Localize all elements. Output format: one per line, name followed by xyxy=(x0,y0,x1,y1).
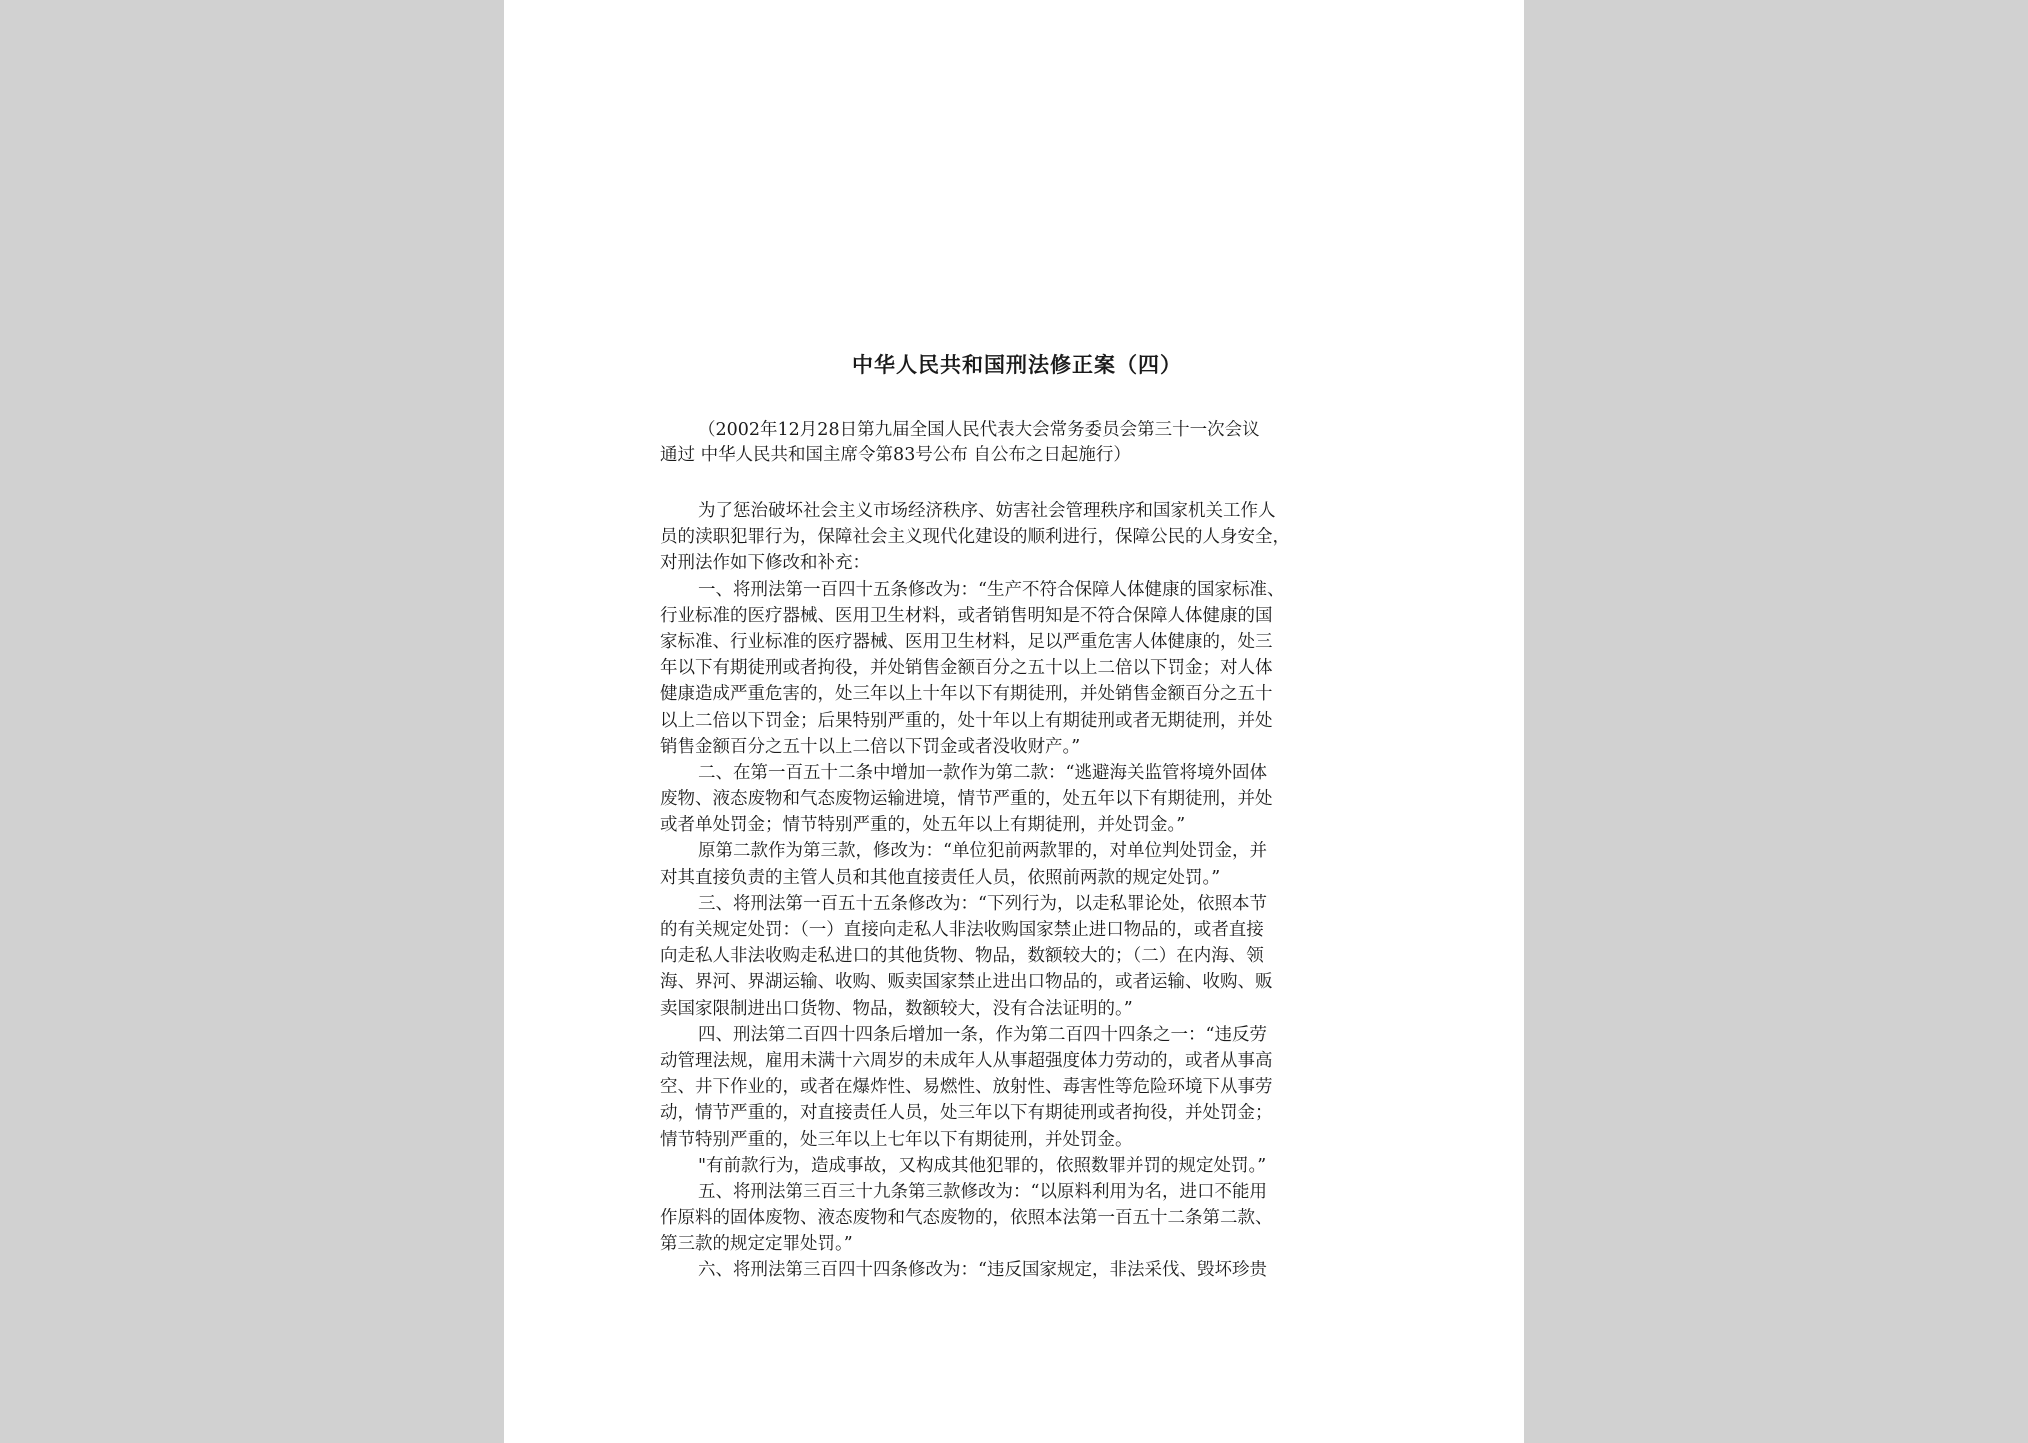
body-line: 对刑法作如下修改和补充： xyxy=(660,553,870,574)
document-meta xyxy=(660,418,1374,468)
body-line: 卖国家限制进出口货物、物品，数额较大，没有合法证明的。” xyxy=(660,998,1133,1019)
body-line: 二、在第一百五十二条中增加一款作为第二款：“逃避海关监管将境外固体 xyxy=(698,762,1267,783)
document-page xyxy=(504,0,1524,1443)
body-line: 第三款的规定定罪处罚。” xyxy=(660,1234,853,1255)
body-line: 健康造成严重危害的，处三年以上十年以下有期徒刑，并处销售金额百分之五十 xyxy=(660,684,1273,705)
body-line: 销售金额百分之五十以上二倍以下罚金或者没收财产。” xyxy=(660,736,1081,757)
body-line: 的有关规定处罚：（一）直接向走私人非法收购国家禁止进口物品的，或者直接 xyxy=(660,920,1264,940)
body-line: 以上二倍以下罚金；后果特别严重的，处十年以上有期徒刑或者无期徒刑，并处 xyxy=(660,710,1273,731)
body-line: 为了惩治破坏社会主义市场经济秩序、妨害社会管理秩序和国家机关工作人 xyxy=(698,501,1276,521)
body-line: 员的渎职犯罪行为，保障社会主义现代化建设的顺利进行，保障公民的人身安全， xyxy=(660,527,1290,548)
body-line: 动管理法规，雇用未满十六周岁的未成年人从事超强度体力劳动的，或者从事高 xyxy=(660,1050,1273,1071)
body-line: 动，情节严重的，对直接责任人员，处三年以下有期徒刑或者拘役，并处罚金； xyxy=(660,1103,1273,1124)
body-line: "有前款行为，造成事故，又构成其他犯罪的，依照数罪并罚的规定处罚。” xyxy=(698,1155,1267,1176)
body-line: 家标准、行业标准的医疗器械、医用卫生材料，足以严重危害人体健康的，处三 xyxy=(660,631,1273,652)
body-line: 四、刑法第二百四十四条后增加一条，作为第二百四十四条之一：“违反劳 xyxy=(698,1024,1267,1045)
body-line: 对其直接负责的主管人员和其他直接责任人员，依照前两款的规定处罚。” xyxy=(660,867,1221,888)
body-line: 五、将刑法第三百三十九条第三款修改为：“以原料利用为名，进口不能用 xyxy=(698,1181,1267,1202)
body-line: 情节特别严重的，处三年以上七年以下有期徒刑，并处罚金。 xyxy=(660,1129,1133,1150)
body-line: 或者单处罚金；情节特别严重的，处五年以上有期徒刑，并处罚金。” xyxy=(660,815,1186,836)
body-line: 作原料的固体废物、液态废物和气态废物的，依照本法第一百五十二条第二款、 xyxy=(660,1208,1273,1229)
body-line: 三、将刑法第一百五十五条修改为：“下列行为，以走私罪论处，依照本节 xyxy=(698,893,1267,914)
body-line: 海、界河、界湖运输、收购、贩卖国家禁止进出口物品的，或者运输、收购、贩 xyxy=(660,972,1273,993)
body-line: 空、井下作业的，或者在爆炸性、易燃性、放射性、毒害性等危险环境下从事劳 xyxy=(660,1077,1273,1098)
body-line: 六、将刑法第三百四十四条修改为：“违反国家规定，非法采伐、毁坏珍贵 xyxy=(698,1260,1267,1281)
document-body xyxy=(660,498,1374,1284)
body-line: 向走私人非法收购走私进口的其他货物、物品，数额较大的；（二）在内海、领 xyxy=(660,946,1264,967)
body-line: 一、将刑法第一百四十五条修改为：“生产不符合保障人体健康的国家标准、 xyxy=(698,579,1285,600)
body-line: 原第二款作为第三款，修改为：“单位犯前两款罪的，对单位判处罚金，并 xyxy=(698,841,1267,862)
body-line: 废物、液态废物和气态废物运输进境，情节严重的，处五年以下有期徒刑，并处 xyxy=(660,789,1273,810)
document-title: 中华人民共和国刑法修正案（四） xyxy=(852,352,1182,377)
body-line: 年以下有期徒刑或者拘役，并处销售金额百分之五十以上二倍以下罚金；对人体 xyxy=(660,658,1273,679)
meta-line: 通过 中华人民共和国主席令第83号公布 自公布之日起施行） xyxy=(660,445,1131,465)
meta-line: （2002年12月28日第九届全国人民代表大会常务委员会第三十一次会议 xyxy=(698,420,1260,440)
body-line: 行业标准的医疗器械、医用卫生材料，或者销售明知是不符合保障人体健康的国 xyxy=(660,605,1273,626)
